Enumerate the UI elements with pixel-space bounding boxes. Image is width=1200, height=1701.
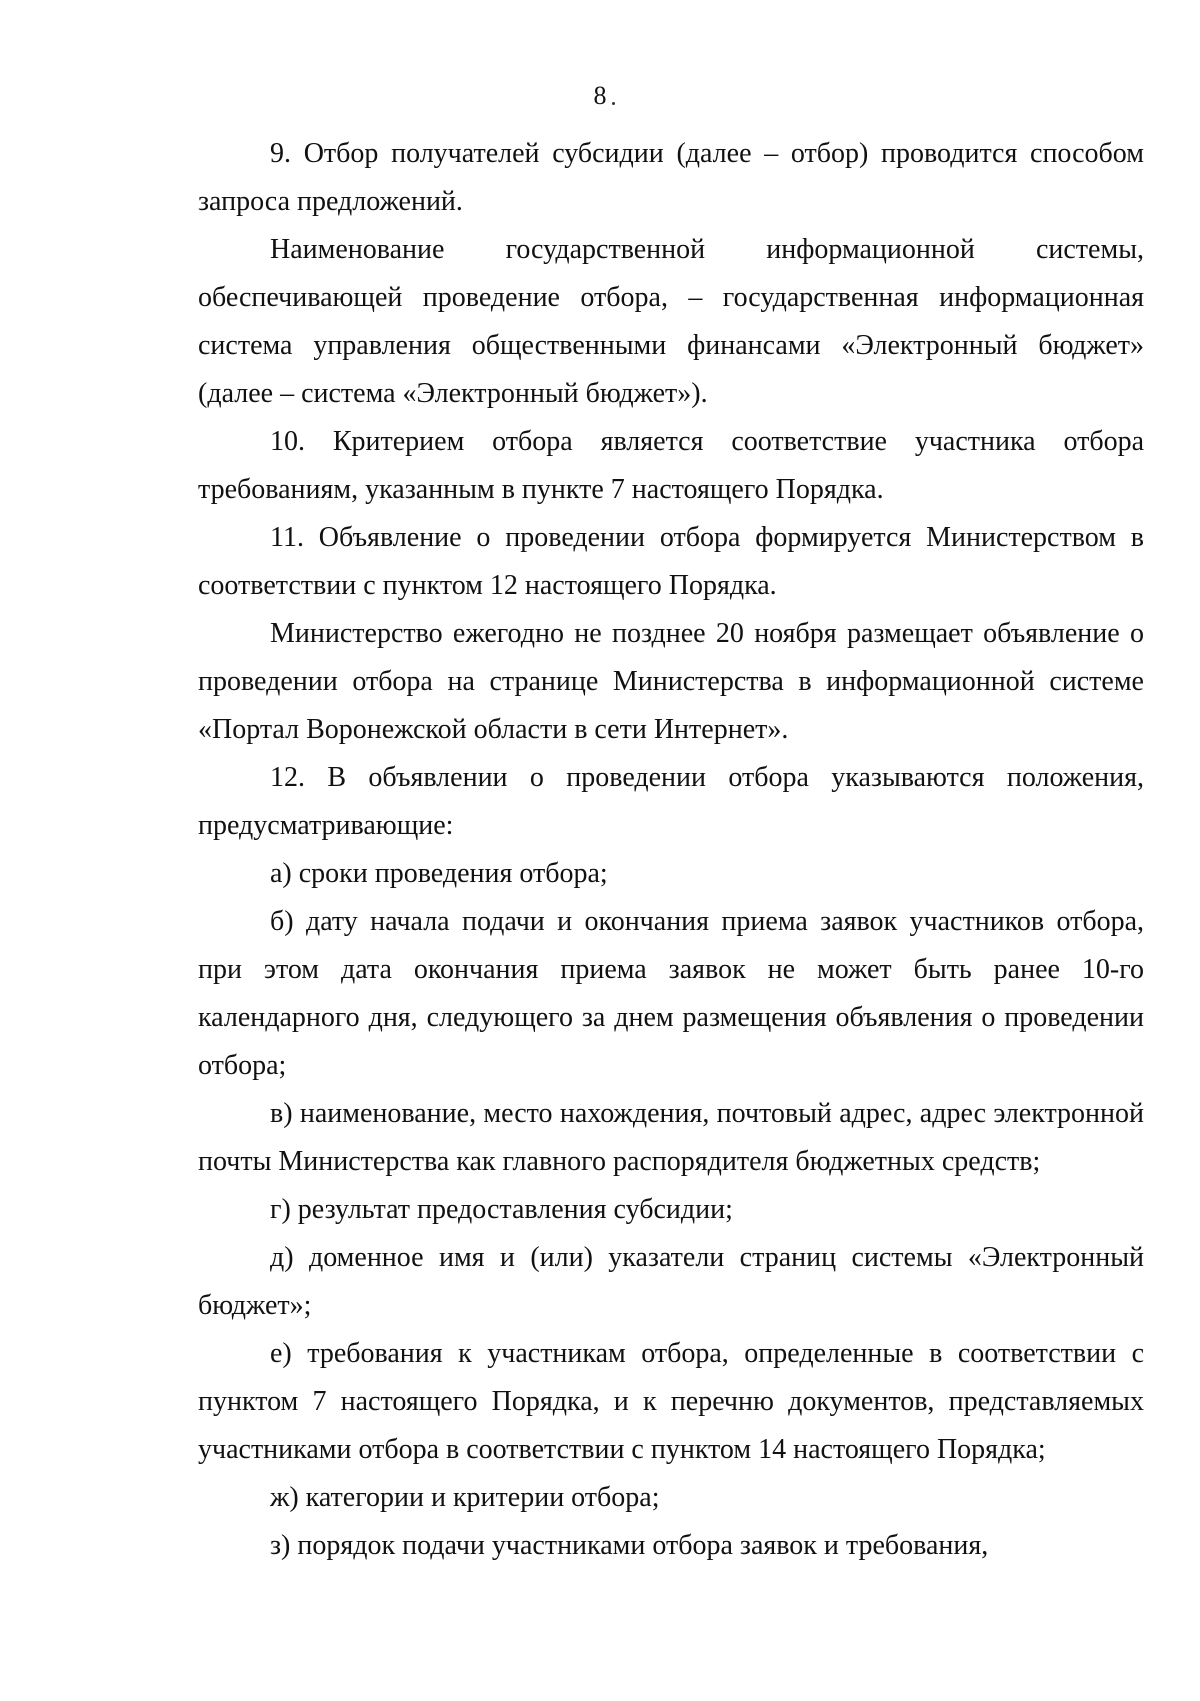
list-item-e: е) требования к участникам отбора, определенные в соответствии с пунктом 7 настоящего Порядка, и к перечню документов, представляемых участниками отбора в соответствии с пунктом 14 настоящего Порядка; bbox=[198, 1338, 1144, 1465]
list-item-v: в) наименование, место нахождения, почтовый адрес, адрес электронной почты Министерства как главного распорядителя бюджетных средств; bbox=[198, 1098, 1144, 1177]
paragraph-9-system: Наименование государственной информационной системы, обеспечивающей проведение отбора, – государственная информационная система управления общественными финансами «Электронный бюджет» (далее – система «Электронный бюджет»). bbox=[198, 234, 1144, 409]
paragraph-11-announcement: Министерство ежегодно не позднее 20 ноября размещает объявление о проведении отбора на странице Министерства в информационной системе «Портал Воронежской области в сети Интернет». bbox=[198, 618, 1144, 745]
list-item-g: г) результат предоставления субсидии; bbox=[270, 1194, 733, 1225]
list-item-zh: ж) категории и критерии отбора; bbox=[270, 1482, 660, 1513]
document-body bbox=[198, 130, 1144, 1570]
list-item-d: д) доменное имя и (или) указатели страниц системы «Электронный бюджет»; bbox=[198, 1242, 1144, 1321]
scan-speck bbox=[612, 102, 615, 105]
paragraph-10: 10. Критерием отбора является соответствие участника отбора требованиям, указанным в пункте 7 настоящего Порядка. bbox=[198, 426, 1144, 505]
list-item-a: а) сроки проведения отбора; bbox=[270, 858, 608, 889]
paragraph-11: 11. Объявление о проведении отбора формируется Министерством в соответствии с пунктом 12 настоящего Порядка. bbox=[198, 522, 1144, 601]
list-item-z: з) порядок подачи участниками отбора заявок и требования, bbox=[270, 1530, 989, 1561]
paragraph-12: 12. В объявлении о проведении отбора указываются положения, предусматривающие: bbox=[198, 762, 1144, 841]
page-number: 8 bbox=[593, 81, 607, 110]
list-item-b: б) дату начала подачи и окончания приема заявок участников отбора, при этом дата окончания приема заявок не может быть ранее 10-го календарного дня, следующего за днем размещения объявления о проведении отбора; bbox=[198, 906, 1144, 1081]
paragraph-9: 9. Отбор получателей субсидии (далее – отбор) проводится способом запроса предложений. bbox=[198, 138, 1144, 217]
